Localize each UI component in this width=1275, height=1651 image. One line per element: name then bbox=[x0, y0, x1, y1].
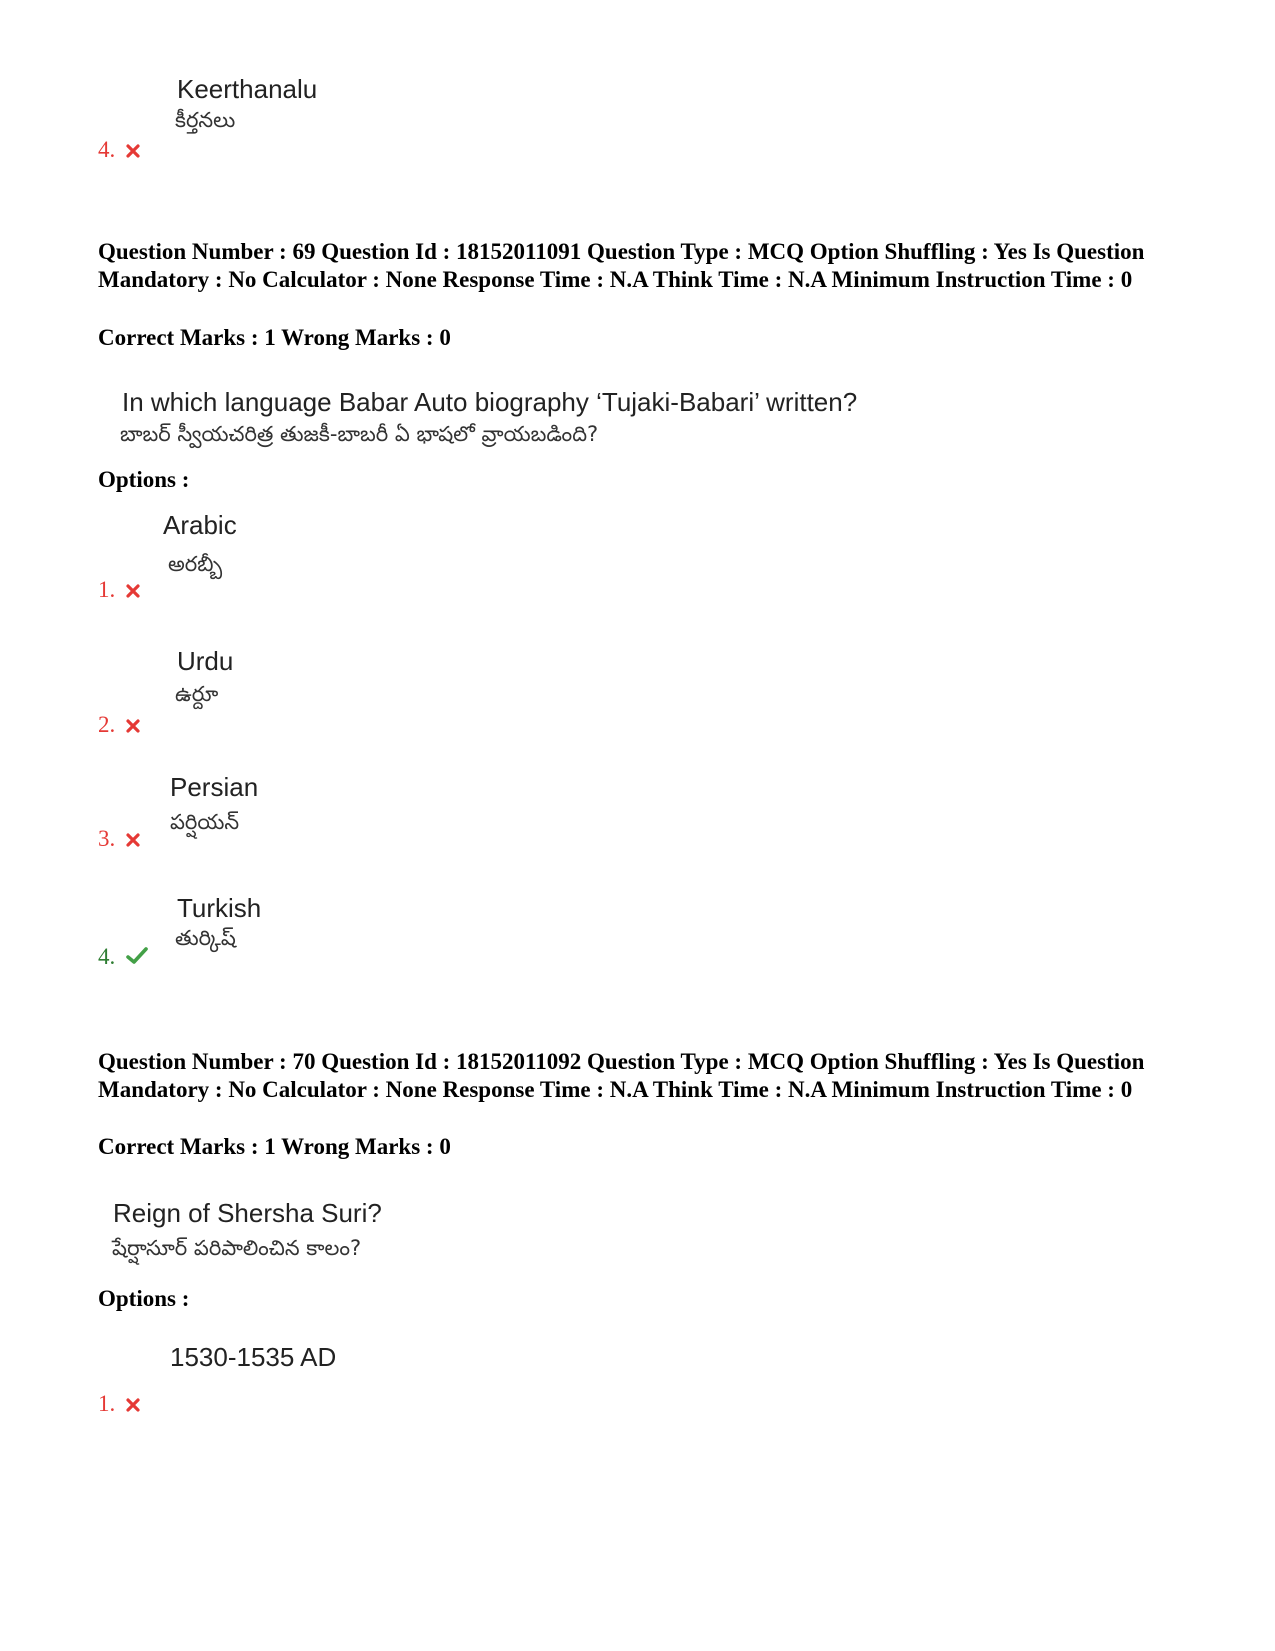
cross-icon bbox=[125, 1392, 141, 1420]
option-text-en: Urdu bbox=[177, 646, 234, 676]
cross-icon bbox=[125, 138, 141, 166]
cross-icon bbox=[125, 827, 141, 855]
option-text-en: Turkish bbox=[177, 893, 262, 923]
option-text-en: Persian bbox=[170, 772, 259, 802]
option-text-te: పర్షియన్ bbox=[170, 810, 240, 834]
cross-icon bbox=[125, 713, 141, 741]
option-number-label: 2. bbox=[98, 712, 116, 737]
question-stem-en: Reign of Shersha Suri? bbox=[113, 1198, 382, 1228]
option-text-te: అరబ్బీ bbox=[168, 552, 223, 576]
option-text-te: తుర్కిష్ bbox=[175, 926, 236, 950]
options-label: Options : bbox=[98, 467, 190, 492]
cross-icon bbox=[125, 578, 141, 606]
option-number bbox=[98, 136, 141, 166]
option-number-label: 1. bbox=[98, 1391, 116, 1416]
question-marks: Correct Marks : 1 Wrong Marks : 0 bbox=[98, 325, 451, 350]
question-stem-en: In which language Babar Auto biography ‘Tujaki-Babari’ written? bbox=[122, 387, 858, 417]
option-text-en: Keerthanalu bbox=[177, 74, 318, 104]
option-number-label: 1. bbox=[98, 577, 116, 602]
option-text-en: 1530-1535 AD bbox=[170, 1342, 337, 1372]
question-marks: Correct Marks : 1 Wrong Marks : 0 bbox=[98, 1134, 451, 1159]
options-label: Options : bbox=[98, 1286, 190, 1311]
option-number-label: 4. bbox=[98, 137, 116, 162]
question-meta: Question Number : 69 Question Id : 18152011091 Question Type : MCQ Option Shuffling : Yes Is Question Mandatory : No Calculator : None Response Time : N.A Think Time : N.A Minimum Instruction Time : 0 bbox=[98, 239, 1145, 292]
question-meta: Question Number : 70 Question Id : 18152011092 Question Type : MCQ Option Shuffling : Yes Is Question Mandatory : No Calculator : None Response Time : N.A Think Time : N.A Minimum Instruction Time : 0 bbox=[98, 1049, 1145, 1102]
option-number bbox=[98, 1390, 141, 1420]
option-number bbox=[98, 576, 141, 606]
option-number-label: 3. bbox=[98, 826, 116, 851]
option-number bbox=[98, 825, 141, 855]
option-number-label: 4. bbox=[98, 944, 116, 969]
question-stem-te: షేర్షాసూర్ పరిపాలించిన కాలం? bbox=[112, 1236, 362, 1260]
option-number bbox=[98, 943, 149, 973]
check-icon bbox=[125, 945, 149, 973]
question-stem-te: బాబర్ స్వీయచరిత్ర తుజకీ-బాబరీ ఏ భాషలో వ్రాయబడింది? bbox=[120, 422, 599, 446]
option-text-en: Arabic bbox=[163, 510, 237, 540]
option-text-te: ఉర్దూ bbox=[175, 682, 219, 706]
option-text-te: కీర్తనలు bbox=[175, 108, 236, 132]
option-number bbox=[98, 711, 141, 741]
